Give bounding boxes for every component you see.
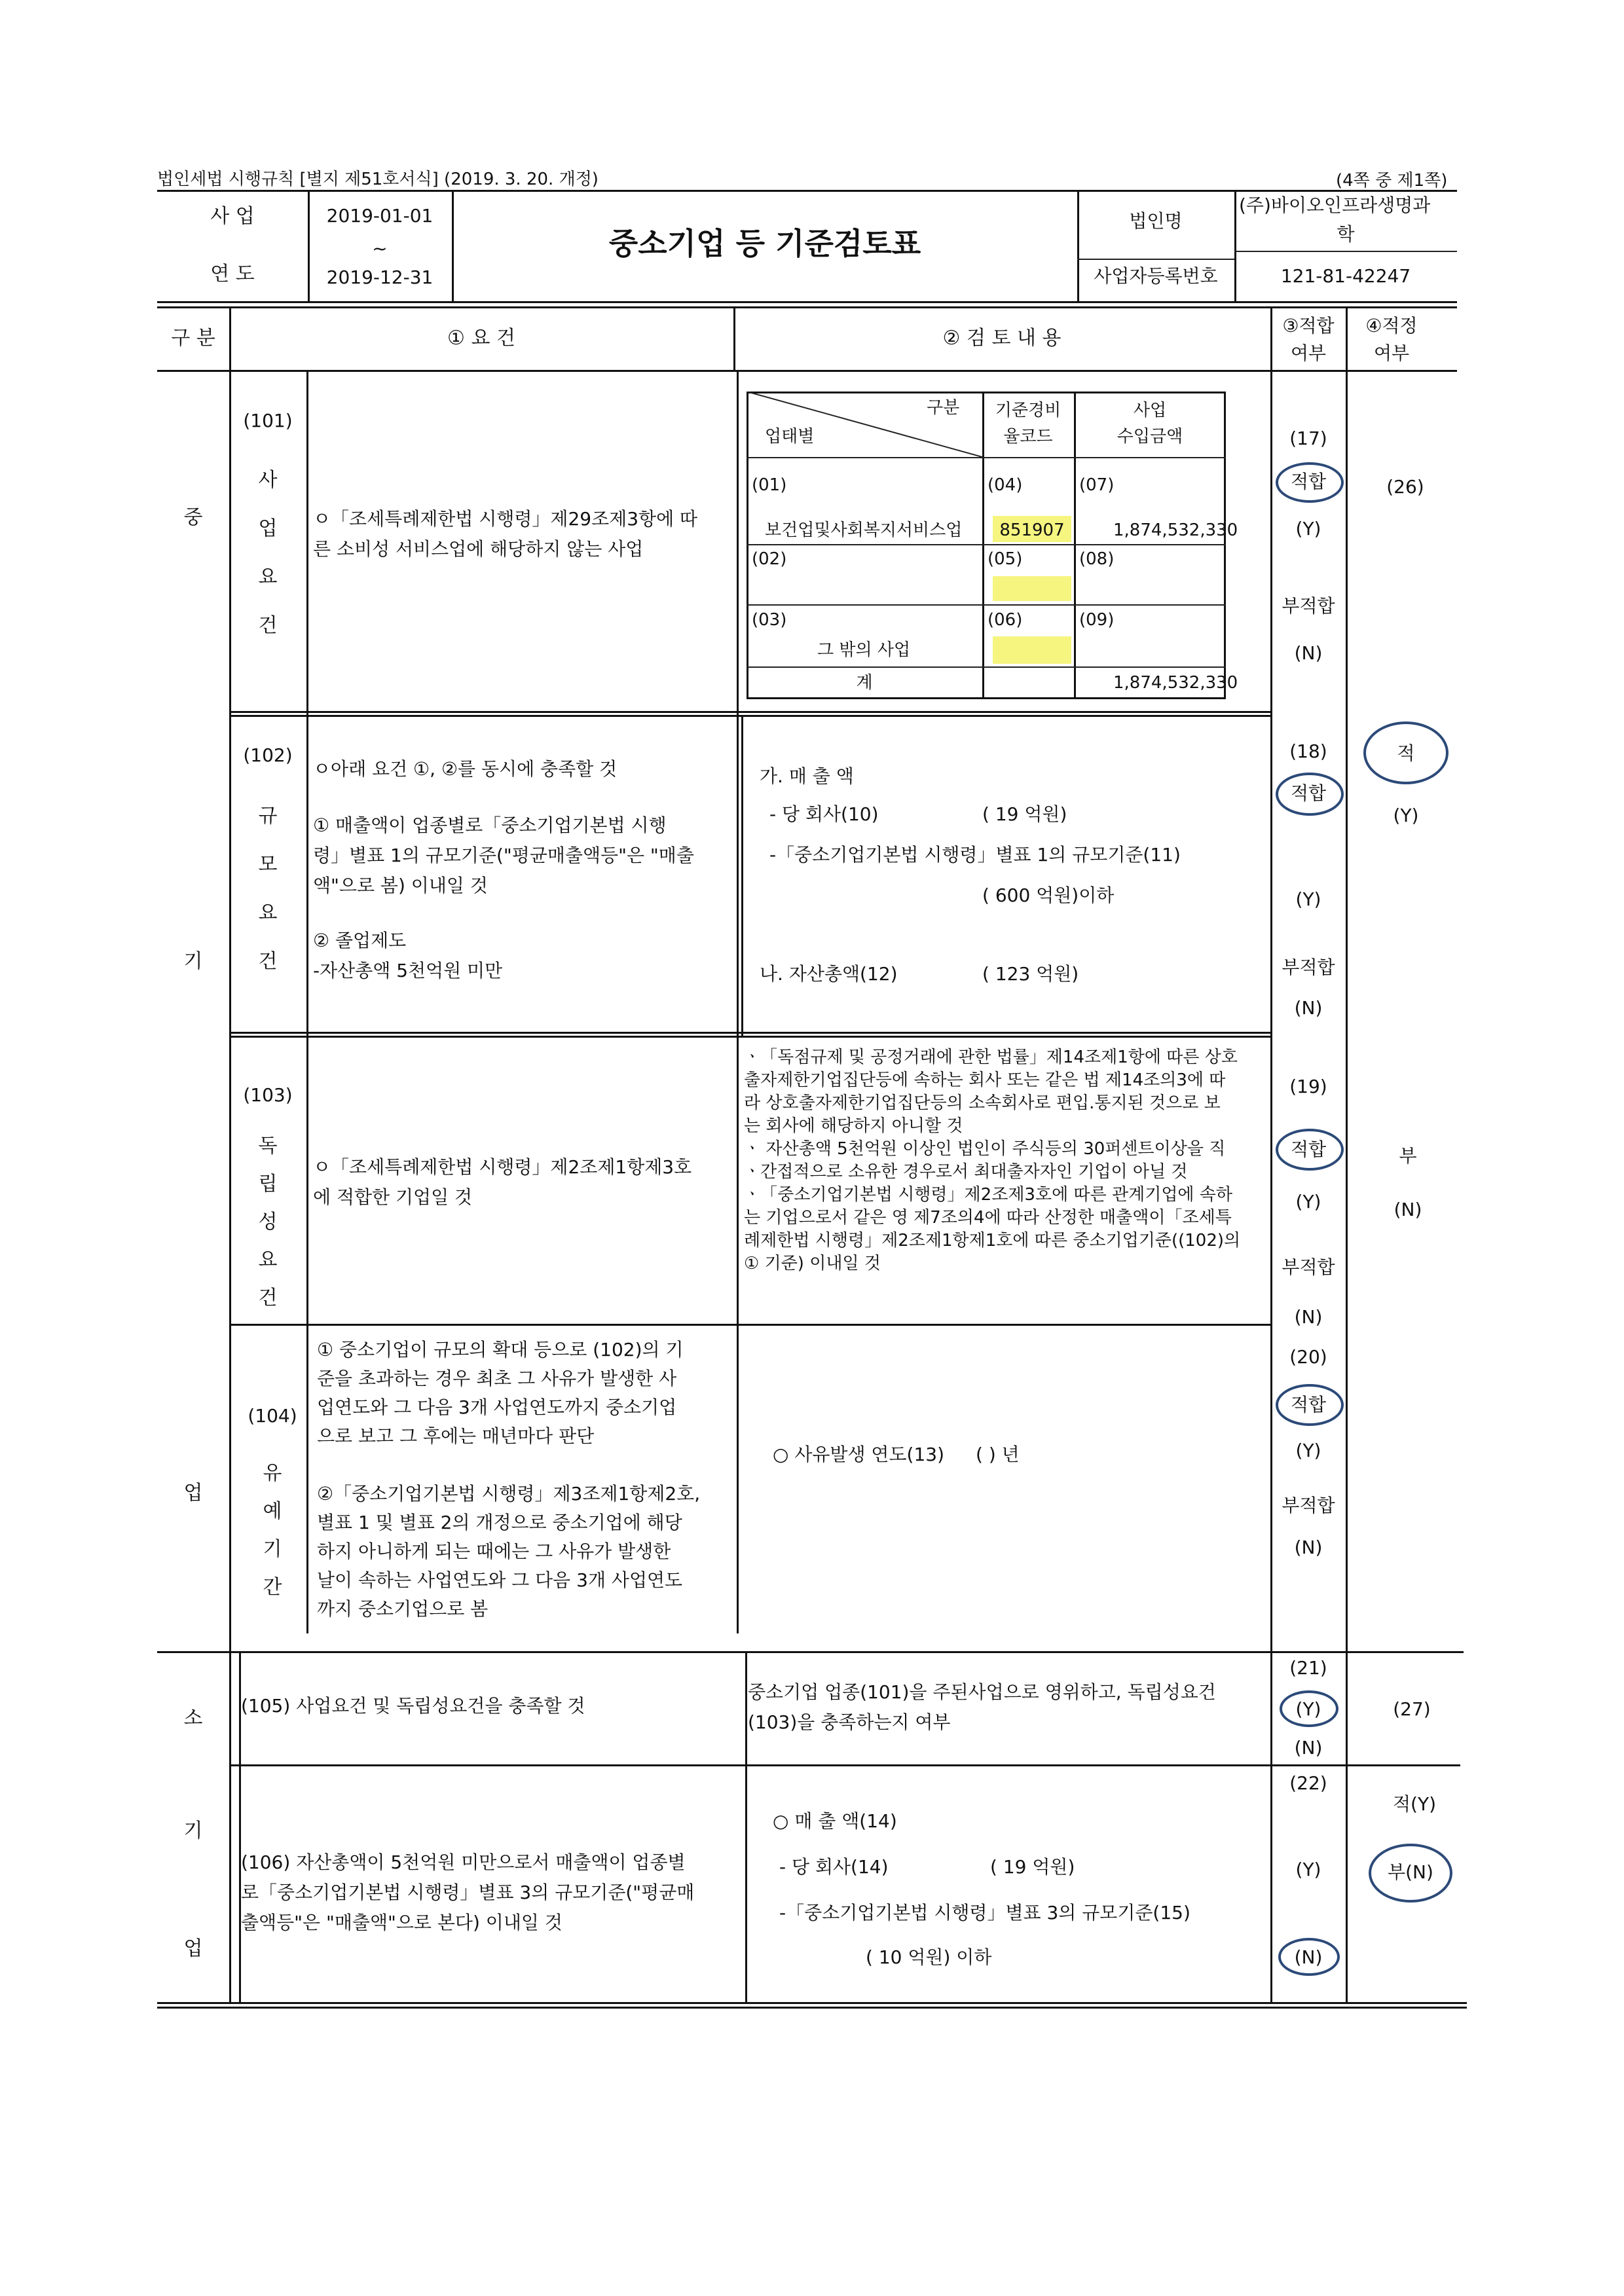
- table-r2-c3code: (08): [1079, 549, 1115, 569]
- row104-code: (104): [248, 1405, 297, 1427]
- table-r3-c3code: (09): [1079, 610, 1115, 630]
- table-col2-line2: 율코드: [1003, 427, 1053, 446]
- side-label-eop2: 업: [183, 1937, 203, 1960]
- row102-col4-y: (Y): [1393, 805, 1419, 826]
- row106-review-standard-value: ( 10 억원) 이하: [866, 1946, 992, 1968]
- row102-review-title: 가. 매 출 액: [760, 765, 854, 787]
- row101-fit-code: (17): [1289, 428, 1327, 449]
- row102-fit-y: (Y): [1295, 888, 1321, 910]
- row105-requirement: (105) 사업요건 및 독립성요건을 충족할 것: [241, 1695, 585, 1717]
- table-r2-c2code: (05): [987, 549, 1023, 569]
- row102-review-standard: -「중소기업기본법 시행령」별표 1의 규모기준(11): [769, 844, 1181, 866]
- table-diag-top: 구분: [927, 398, 960, 418]
- reg-no: 121-81-42247: [1280, 265, 1411, 287]
- table-r3-c2code: (06): [987, 610, 1023, 630]
- row106-review-sales-value: ( 19 억원): [990, 1856, 1075, 1878]
- biz-year-label-top: 사 업: [210, 205, 255, 228]
- col-header-fit3-line2: 여부: [1290, 342, 1327, 364]
- side-label-so: 소: [183, 1707, 203, 1730]
- row103-fit-yes: 적합: [1290, 1139, 1327, 1160]
- side-label-gi2: 기: [183, 1819, 203, 1842]
- table-r1-c2code: (04): [987, 475, 1023, 495]
- highlight-r3: [993, 636, 1071, 664]
- biz-year-label-bottom: 연 도: [210, 263, 255, 285]
- row102-fit-yes: 적합: [1290, 782, 1327, 804]
- col-header-review: ② 검 토 내 용: [942, 327, 1061, 350]
- row104-fit-no: 부적합: [1282, 1495, 1335, 1516]
- row106-col4-yes: 적(Y): [1393, 1793, 1436, 1815]
- row104-requirement: ① 중소기업이 규모의 확대 등으로 (102)의 기 준을 초과하는 경우 최초 그 사유가 발생한 사 업연도와 그 다음 3개 사업연도까지 중소기업 으로 보고 그 후에는 매년마다 판단 ②「중소기업기본법 시행령」제3조제1항제2호, 별표 1 및 별표 2의 개정으로 중소기업에 해당 하지 아니하게 되는 때에는 그 사유가 발생한 날이 속하는 사업연도와 그 다음 3개 사업연도 까지 중소기업으로 봄: [317, 1339, 701, 1620]
- row101-code: (101): [243, 410, 293, 431]
- table-diag-bottom: 업태별: [765, 427, 815, 446]
- row106-review-title: ○ 매 출 액(14): [773, 1810, 897, 1832]
- row105-fit-code: (21): [1289, 1657, 1327, 1679]
- row102-graduation: ② 졸업제도 -자산총액 5천억원 미만: [313, 930, 503, 981]
- period-start: 2019-01-01: [326, 205, 434, 227]
- period-end: 2019-12-31: [326, 266, 434, 288]
- row103-vertical-label: 독 립 성 요 건: [258, 1135, 278, 1309]
- table-r2-code: (02): [752, 549, 787, 569]
- row101-col4-code: (26): [1386, 476, 1424, 498]
- row106-requirement: (106) 자산총액이 5천억원 미만으로서 매출액이 업종별 로「중소기업기본법 시행령」별표 3의 규모기준("평균매 출액등"은 "매출액"으로 본다) 이내일 것: [241, 1851, 695, 1933]
- row102-requirement-intro: ㅇ아래 요건 ①, ②를 동시에 충족할 것: [313, 758, 618, 780]
- table-col2-line1: 기준경비: [995, 401, 1061, 420]
- side-label-jung: 중: [183, 506, 203, 529]
- col-header-requirement: ① 요 건: [447, 327, 515, 350]
- page-title: 중소기업 등 기준검토표: [608, 226, 921, 261]
- table-r1-amount: 1,874,532,330: [1113, 520, 1238, 540]
- row104-review-label: ○ 사유발생 연도(13): [773, 1444, 944, 1465]
- row102-review-sales-value: ( 19 억원): [982, 803, 1067, 825]
- table-col3-line2: 수입금액: [1116, 427, 1183, 446]
- col-header-fit4-line1: ④적정: [1365, 315, 1418, 337]
- corp-name-label: 법인명: [1129, 210, 1183, 232]
- page-info: (4쪽 중 제1쪽): [1336, 171, 1448, 191]
- row102-fit-n: (N): [1294, 997, 1323, 1019]
- table-r3-name: 그 밖의 사업: [817, 640, 911, 660]
- row104-fit-n: (N): [1294, 1537, 1323, 1558]
- row106-fit-code: (22): [1289, 1772, 1327, 1794]
- table-r1-value-code: 851907: [999, 520, 1065, 540]
- row101-fit-n: (N): [1294, 642, 1323, 664]
- row105-review: 중소기업 업종(101)을 주된사업으로 영위하고, 독립성요건 (103)을 충족하는지 여부: [748, 1681, 1216, 1733]
- table-total-amount: 1,874,532,330: [1113, 673, 1238, 693]
- form-reference: 법인세법 시행규칙 [별지 제51호서식] (2019. 3. 20. 개정): [157, 170, 599, 189]
- table-r1-code: (01): [752, 475, 787, 495]
- row103-fit-no: 부적합: [1282, 1256, 1335, 1278]
- row102-vertical-label: 규 모 요 건: [258, 805, 278, 973]
- row104-fit-y: (Y): [1295, 1440, 1321, 1461]
- row101-fit-no: 부적합: [1282, 595, 1335, 617]
- highlight-r2: [993, 576, 1071, 601]
- row103-code: (103): [243, 1084, 293, 1106]
- row106-fit-n: (N): [1294, 1946, 1323, 1968]
- row102-review-sales-label: - 당 회사(10): [769, 803, 879, 825]
- row102-code: (102): [243, 744, 293, 766]
- period-separator: ~: [372, 238, 388, 259]
- table-r3-code: (03): [752, 610, 787, 630]
- row106-fit-y: (Y): [1295, 1859, 1321, 1880]
- row105-col4-code: (27): [1393, 1698, 1431, 1720]
- row104-review-value: ( ) 년: [976, 1444, 1020, 1465]
- corp-name-line1: (주)바이오인프라생명과: [1239, 194, 1431, 216]
- row103-col4-n: (N): [1393, 1199, 1422, 1220]
- row102-review-assets-label: 나. 자산총액(12): [760, 963, 898, 985]
- table-col3-line1: 사업: [1133, 401, 1167, 420]
- row104-fit-yes: 적합: [1290, 1394, 1327, 1415]
- corp-name-line2: 학: [1337, 223, 1355, 245]
- col-header-category: 구 분: [171, 327, 215, 350]
- reg-no-label: 사업자등록번호: [1094, 265, 1218, 287]
- table-r1-name: 보건업및사회복지서비스업: [765, 520, 963, 540]
- row102-fit-code: (18): [1289, 740, 1327, 762]
- row103-col4-no: 부: [1399, 1145, 1417, 1167]
- row102-fit-no: 부적합: [1282, 957, 1335, 978]
- col-header-fit4-line2: 여부: [1373, 342, 1410, 364]
- row101-requirement: ㅇ「조세특례제한법 시행령」제29조제3항에 따 른 소비성 서비스업에 해당하지 않는 사업: [313, 508, 698, 560]
- row101-fit-yes: 적합: [1290, 471, 1327, 492]
- row104-vertical-label: 유 예 기 간: [263, 1462, 282, 1599]
- row103-fit-y: (Y): [1295, 1191, 1321, 1212]
- row103-requirement: ㅇ「조세특례제한법 시행령」제2조제1항제3호 에 적합한 기업일 것: [313, 1156, 692, 1208]
- row102-col4-yes: 적: [1397, 742, 1415, 764]
- row102-requirement: ① 매출액이 업종별로「중소기업기본법 시행 령」별표 1의 규모기준("평균매출액등"은 "매출 액"으로 봄) 이내일 것: [313, 814, 694, 896]
- row103-fit-n: (N): [1294, 1306, 1323, 1328]
- row102-review-standard-value: ( 600 억원)이하: [982, 884, 1115, 906]
- row105-fit-n: (N): [1294, 1737, 1323, 1758]
- side-label-gi: 기: [183, 950, 203, 973]
- table-r1-c3code: (07): [1079, 475, 1115, 495]
- row104-fit-code: (20): [1289, 1346, 1327, 1368]
- row103-review: ㆍ「독점규제 및 공정거래에 관한 법률」제14조제1항에 따른 상호 출자제한기업집단등에 속하는 회사 또는 같은 법 제14조의3에 따 라 상호출자제한기업집단등의 소속회사로 편입.통지된 것으로 보 는 회사에 해당하지 아니할 것 ㆍ 자산총액 5천억원 이상인 법인이 주식등의 30퍼센트이상을 직 ㆍ간접적으로 소유한 경우로서 최대출자자인 기업이 아닐 것 ㆍ「중소기업기본법 시행령」제2조제3호에 따른 관계기업에 속하 는 기업으로서 같은 영 제7조의4에 따라 산정한 매출액이「조세특 례제한법 시행령」제2조제1항제1호에 따른 중소기업기준((102)의 ① 기준) 이내일 것: [744, 1048, 1241, 1273]
- row101-fit-y: (Y): [1295, 518, 1321, 539]
- row106-review-sales-label: - 당 회사(14): [779, 1856, 889, 1878]
- table-total-label: 계: [856, 673, 873, 693]
- col-header-fit3-line1: ③적합: [1282, 315, 1335, 337]
- row101-vertical-label: 사 업 요 건: [258, 469, 278, 637]
- row105-fit-y: (Y): [1295, 1698, 1321, 1720]
- row106-review-standard: -「중소기업기본법 시행령」별표 3의 규모기준(15): [779, 1902, 1190, 1923]
- row103-fit-code: (19): [1289, 1076, 1327, 1097]
- row102-review-assets-value: ( 123 억원): [982, 963, 1079, 985]
- row106-col4-no: 부(N): [1388, 1861, 1433, 1883]
- side-label-eop: 업: [183, 1482, 203, 1504]
